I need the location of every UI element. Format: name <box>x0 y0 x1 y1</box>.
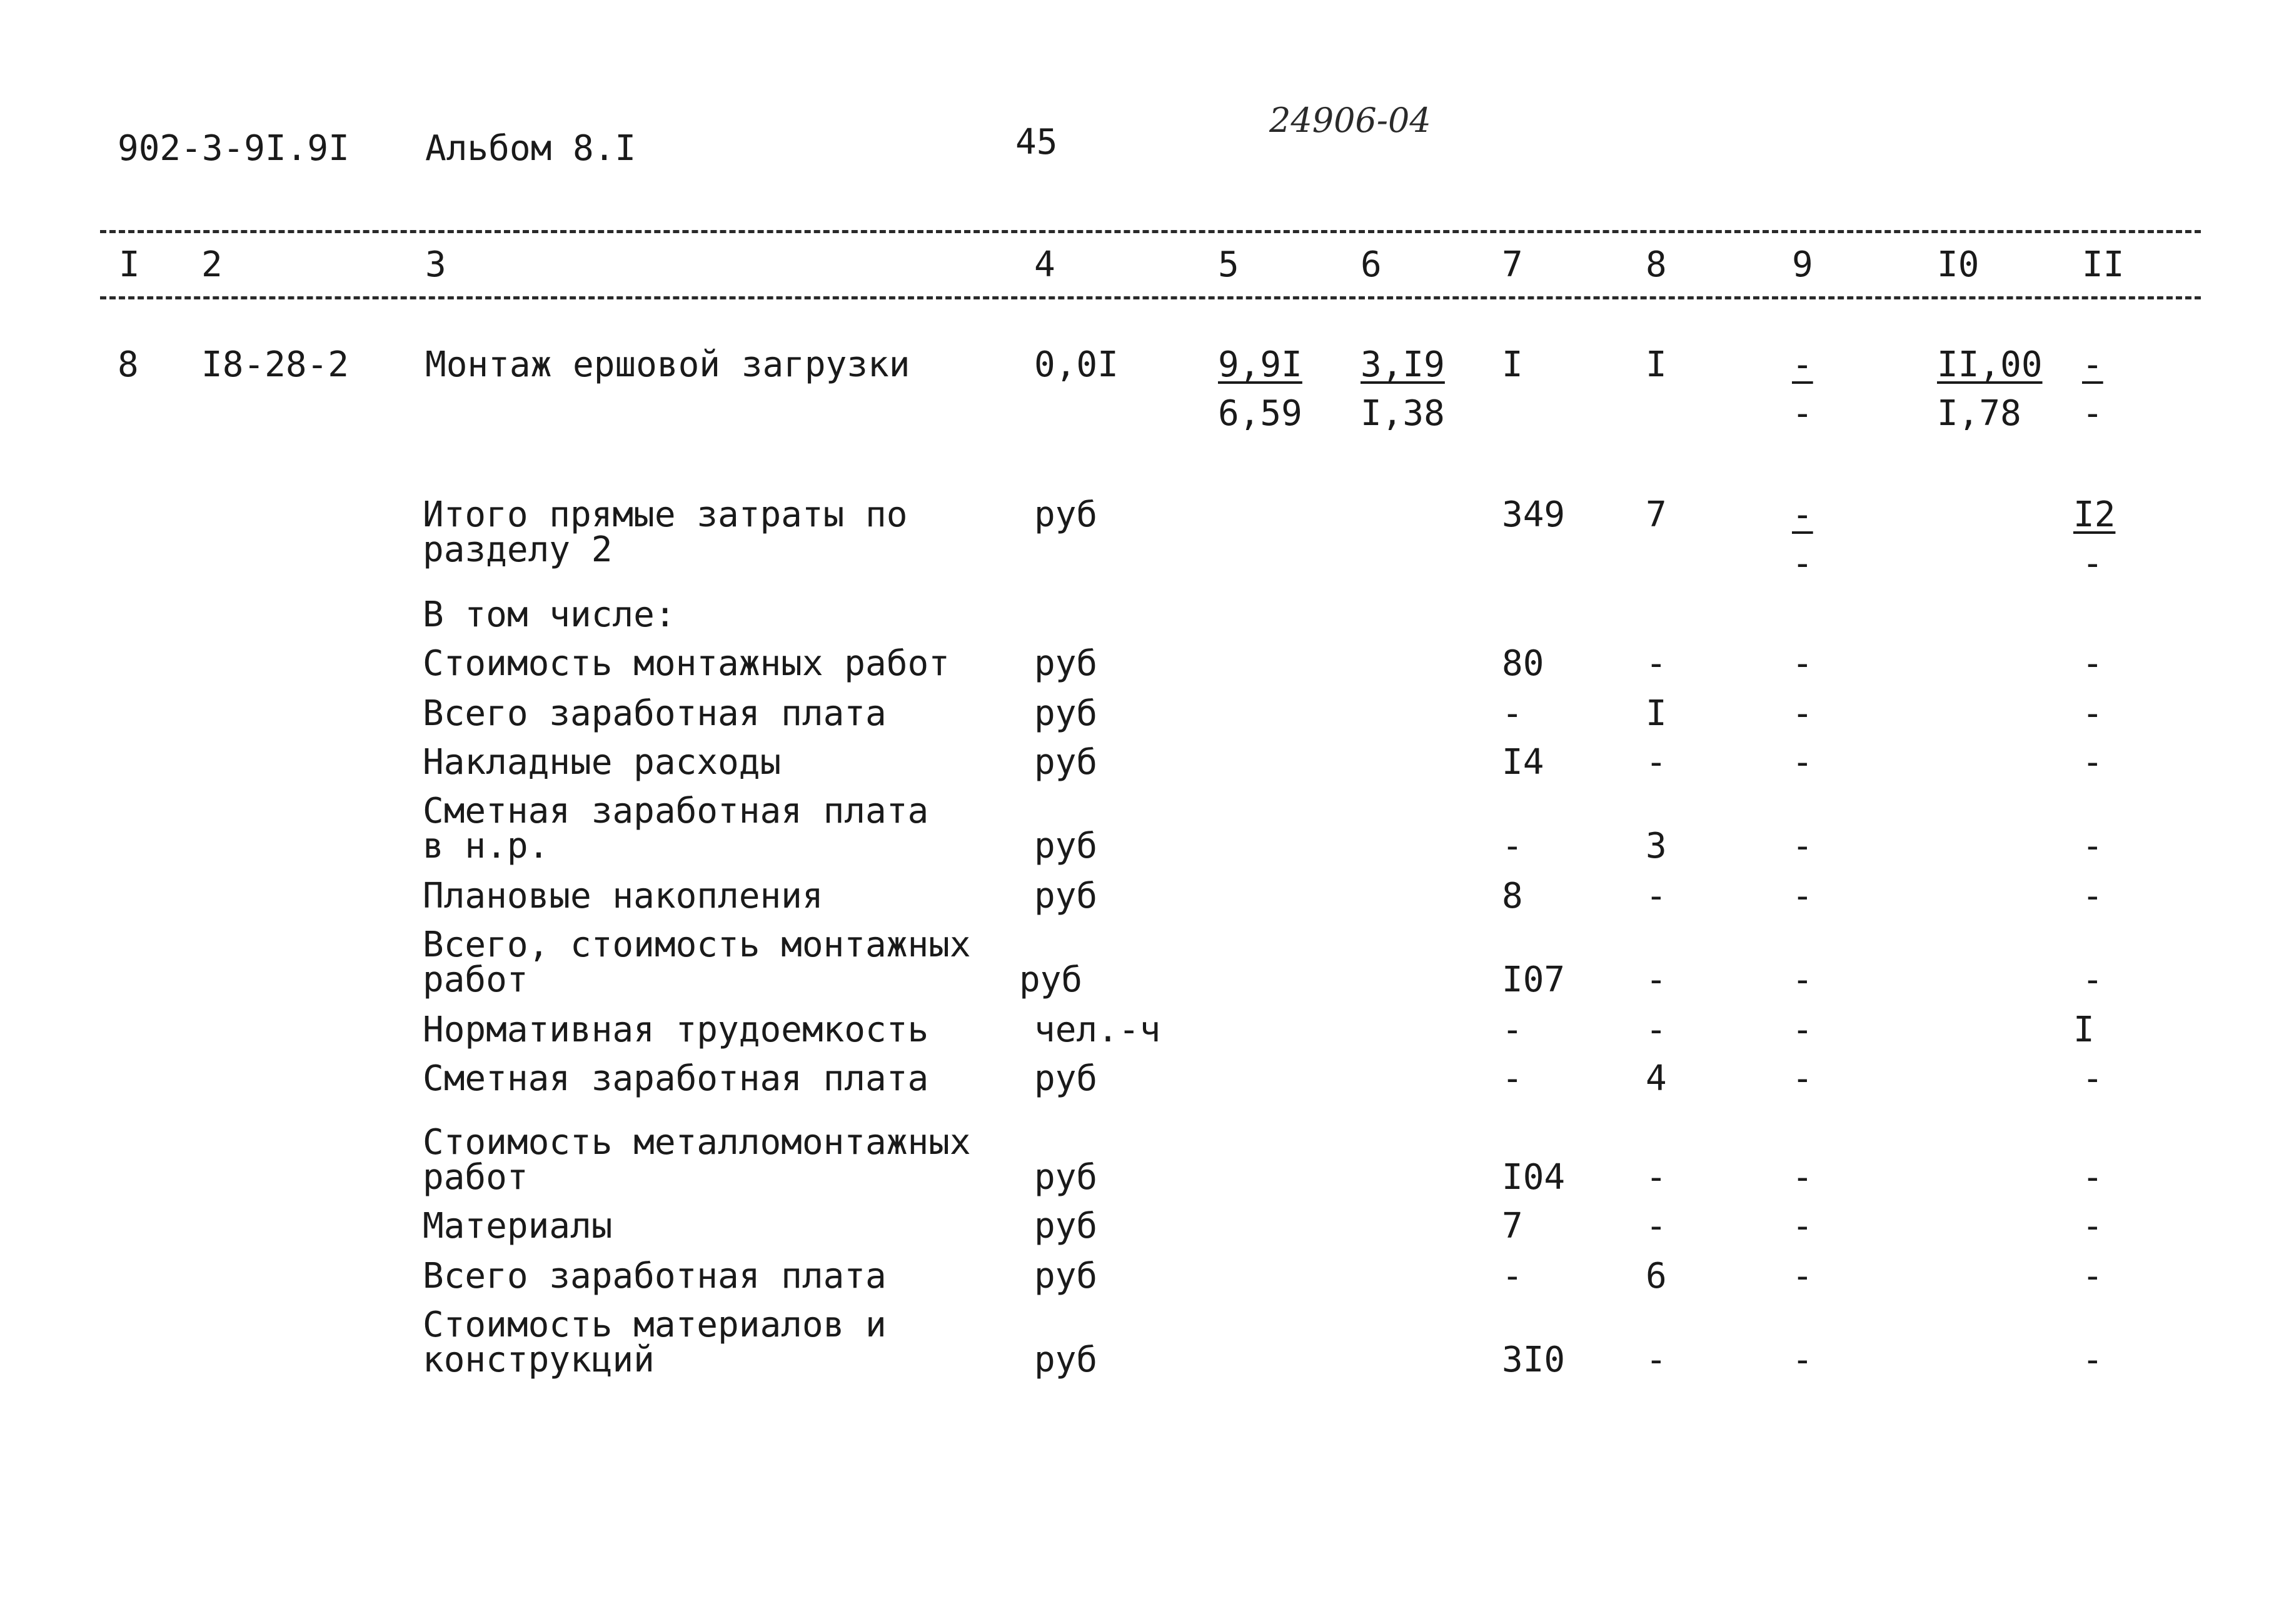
row-unit: руб <box>1034 1058 1098 1099</box>
item-col5-bottom: 6,59 <box>1218 393 1302 434</box>
row-unit: руб <box>1034 1206 1098 1246</box>
item-quantity: 0,0I <box>1034 344 1119 385</box>
row-unit: руб <box>1034 643 1098 684</box>
row-col11: - <box>2082 742 2103 783</box>
row-label: Накладные расходы <box>423 742 782 783</box>
row-col11: - <box>2082 693 2103 734</box>
column-header: II <box>2082 244 2125 285</box>
handwritten-reference: 24906-04 <box>1269 101 1431 140</box>
row-unit: руб <box>1034 742 1098 783</box>
item-col11-bottom: - <box>2082 393 2103 434</box>
row-col9: - <box>1792 693 1813 734</box>
row-col7: I04 <box>1502 1157 1566 1198</box>
document-code: 902-3-9I.9I <box>118 128 350 169</box>
row-unit: руб <box>1034 876 1098 916</box>
row-col9: - <box>1792 742 1813 783</box>
column-header: 7 <box>1502 244 1523 285</box>
row-col7: - <box>1502 1010 1523 1050</box>
row-col11: - <box>2082 1206 2103 1246</box>
including-label: В том числе: <box>423 594 676 635</box>
row-col7: 3I0 <box>1502 1340 1566 1380</box>
total-col8: 7 <box>1646 494 1667 535</box>
row-col8: - <box>1646 876 1667 916</box>
column-header: 2 <box>201 244 223 285</box>
row-col7: I07 <box>1502 960 1566 1000</box>
item-col11-top: - <box>2082 344 2103 385</box>
total-col7: 349 <box>1502 494 1566 535</box>
row-col11: - <box>2082 826 2103 866</box>
total-label-line1: Итого прямые затраты по <box>423 494 908 535</box>
row-col9: - <box>1792 826 1813 866</box>
row-col8: - <box>1646 1010 1667 1050</box>
row-col7: 8 <box>1502 876 1523 916</box>
column-header: 6 <box>1361 244 1382 285</box>
row-label: Стоимость монтажных работ <box>423 643 950 684</box>
row-label-line1: Стоимость металломонтажных <box>423 1122 971 1163</box>
row-col8: - <box>1646 1340 1667 1380</box>
total-label-line2: разделу 2 <box>423 529 613 570</box>
album-label: Альбом 8.I <box>425 128 636 169</box>
row-col7: 80 <box>1502 643 1544 684</box>
row-col9: - <box>1792 960 1813 1000</box>
column-header: 8 <box>1646 244 1667 285</box>
row-col11: - <box>2082 1157 2103 1198</box>
row-col8: 3 <box>1646 826 1667 866</box>
row-col7: - <box>1502 1256 1523 1296</box>
row-col11: - <box>2082 1340 2103 1380</box>
row-label-line2: конструкций <box>423 1340 655 1380</box>
row-col9: - <box>1792 1256 1813 1296</box>
row-label: Всего заработная плата <box>423 693 887 734</box>
row-col9: - <box>1792 1340 1813 1380</box>
row-col11: - <box>2082 1256 2103 1296</box>
row-col7: - <box>1502 693 1523 734</box>
row-col8: I <box>1646 693 1667 734</box>
item-col8: I <box>1646 344 1667 385</box>
row-col8: - <box>1646 643 1667 684</box>
header-rule-top <box>100 230 2201 233</box>
total-col11-top: I2 <box>2073 494 2116 535</box>
row-label: Нормативная трудоемкость <box>423 1010 929 1050</box>
total-col9-bottom: - <box>1792 543 1813 584</box>
total-col11-bottom: - <box>2082 543 2103 584</box>
row-col7: I4 <box>1502 742 1544 783</box>
row-label: Материалы <box>423 1206 613 1246</box>
column-header: 3 <box>425 244 446 285</box>
row-label: Плановые накопления <box>423 876 823 916</box>
row-col9: - <box>1792 1206 1813 1246</box>
column-header: 4 <box>1034 244 1055 285</box>
total-col9-top: - <box>1792 494 1813 535</box>
row-col11: I <box>2073 1010 2095 1050</box>
row-unit: чел.-ч <box>1034 1010 1161 1050</box>
row-col8: - <box>1646 1157 1667 1198</box>
row-unit: руб <box>1034 1256 1098 1296</box>
item-col10-top: II,00 <box>1937 344 2043 385</box>
item-col10-bottom: I,78 <box>1937 393 2021 434</box>
row-col11: - <box>2082 643 2103 684</box>
row-label-line2: в н.р. <box>423 826 550 866</box>
column-header: I <box>119 244 140 285</box>
row-col11: - <box>2082 960 2103 1000</box>
row-unit: руб <box>1019 960 1083 1000</box>
row-col9: - <box>1792 643 1813 684</box>
row-col8: - <box>1646 960 1667 1000</box>
item-col5-top: 9,9I <box>1218 344 1302 385</box>
item-col9-bottom: - <box>1792 393 1813 434</box>
row-col8: 4 <box>1646 1058 1667 1099</box>
row-col7: 7 <box>1502 1206 1523 1246</box>
page-number: 45 <box>1015 122 1058 163</box>
row-col8: - <box>1646 742 1667 783</box>
row-label-line1: Стоимость материалов и <box>423 1305 887 1345</box>
item-code: I8-28-2 <box>201 344 350 385</box>
row-col8: - <box>1646 1206 1667 1246</box>
item-col9-top: - <box>1792 344 1813 385</box>
row-label-line1: Сметная заработная плата <box>423 791 929 831</box>
column-header: I0 <box>1937 244 1980 285</box>
column-header: 9 <box>1792 244 1813 285</box>
item-number: 8 <box>118 344 139 385</box>
row-unit: руб <box>1034 1157 1098 1198</box>
row-col7: - <box>1502 826 1523 866</box>
row-unit: руб <box>1034 1340 1098 1380</box>
row-col7: - <box>1502 1058 1523 1099</box>
row-col9: - <box>1792 876 1813 916</box>
row-col9: - <box>1792 1157 1813 1198</box>
total-unit: руб <box>1034 494 1098 535</box>
row-col9: - <box>1792 1058 1813 1099</box>
row-unit: руб <box>1034 826 1098 866</box>
row-col11: - <box>2082 876 2103 916</box>
row-col8: 6 <box>1646 1256 1667 1296</box>
item-name: Монтаж ершовой загрузки <box>425 344 910 385</box>
row-col9: - <box>1792 1010 1813 1050</box>
item-col6-top: 3,I9 <box>1361 344 1445 385</box>
item-col7: I <box>1502 344 1523 385</box>
row-label: Сметная заработная плата <box>423 1058 929 1099</box>
header-rule-bottom <box>100 296 2201 299</box>
row-col11: - <box>2082 1058 2103 1099</box>
row-label: Всего заработная плата <box>423 1256 887 1296</box>
row-label-line2: работ <box>423 960 528 1000</box>
column-header: 5 <box>1218 244 1239 285</box>
row-label-line2: работ <box>423 1157 528 1198</box>
row-label-line1: Всего, стоимость монтажных <box>423 925 971 965</box>
row-unit: руб <box>1034 693 1098 734</box>
item-col6-bottom: I,38 <box>1361 393 1445 434</box>
